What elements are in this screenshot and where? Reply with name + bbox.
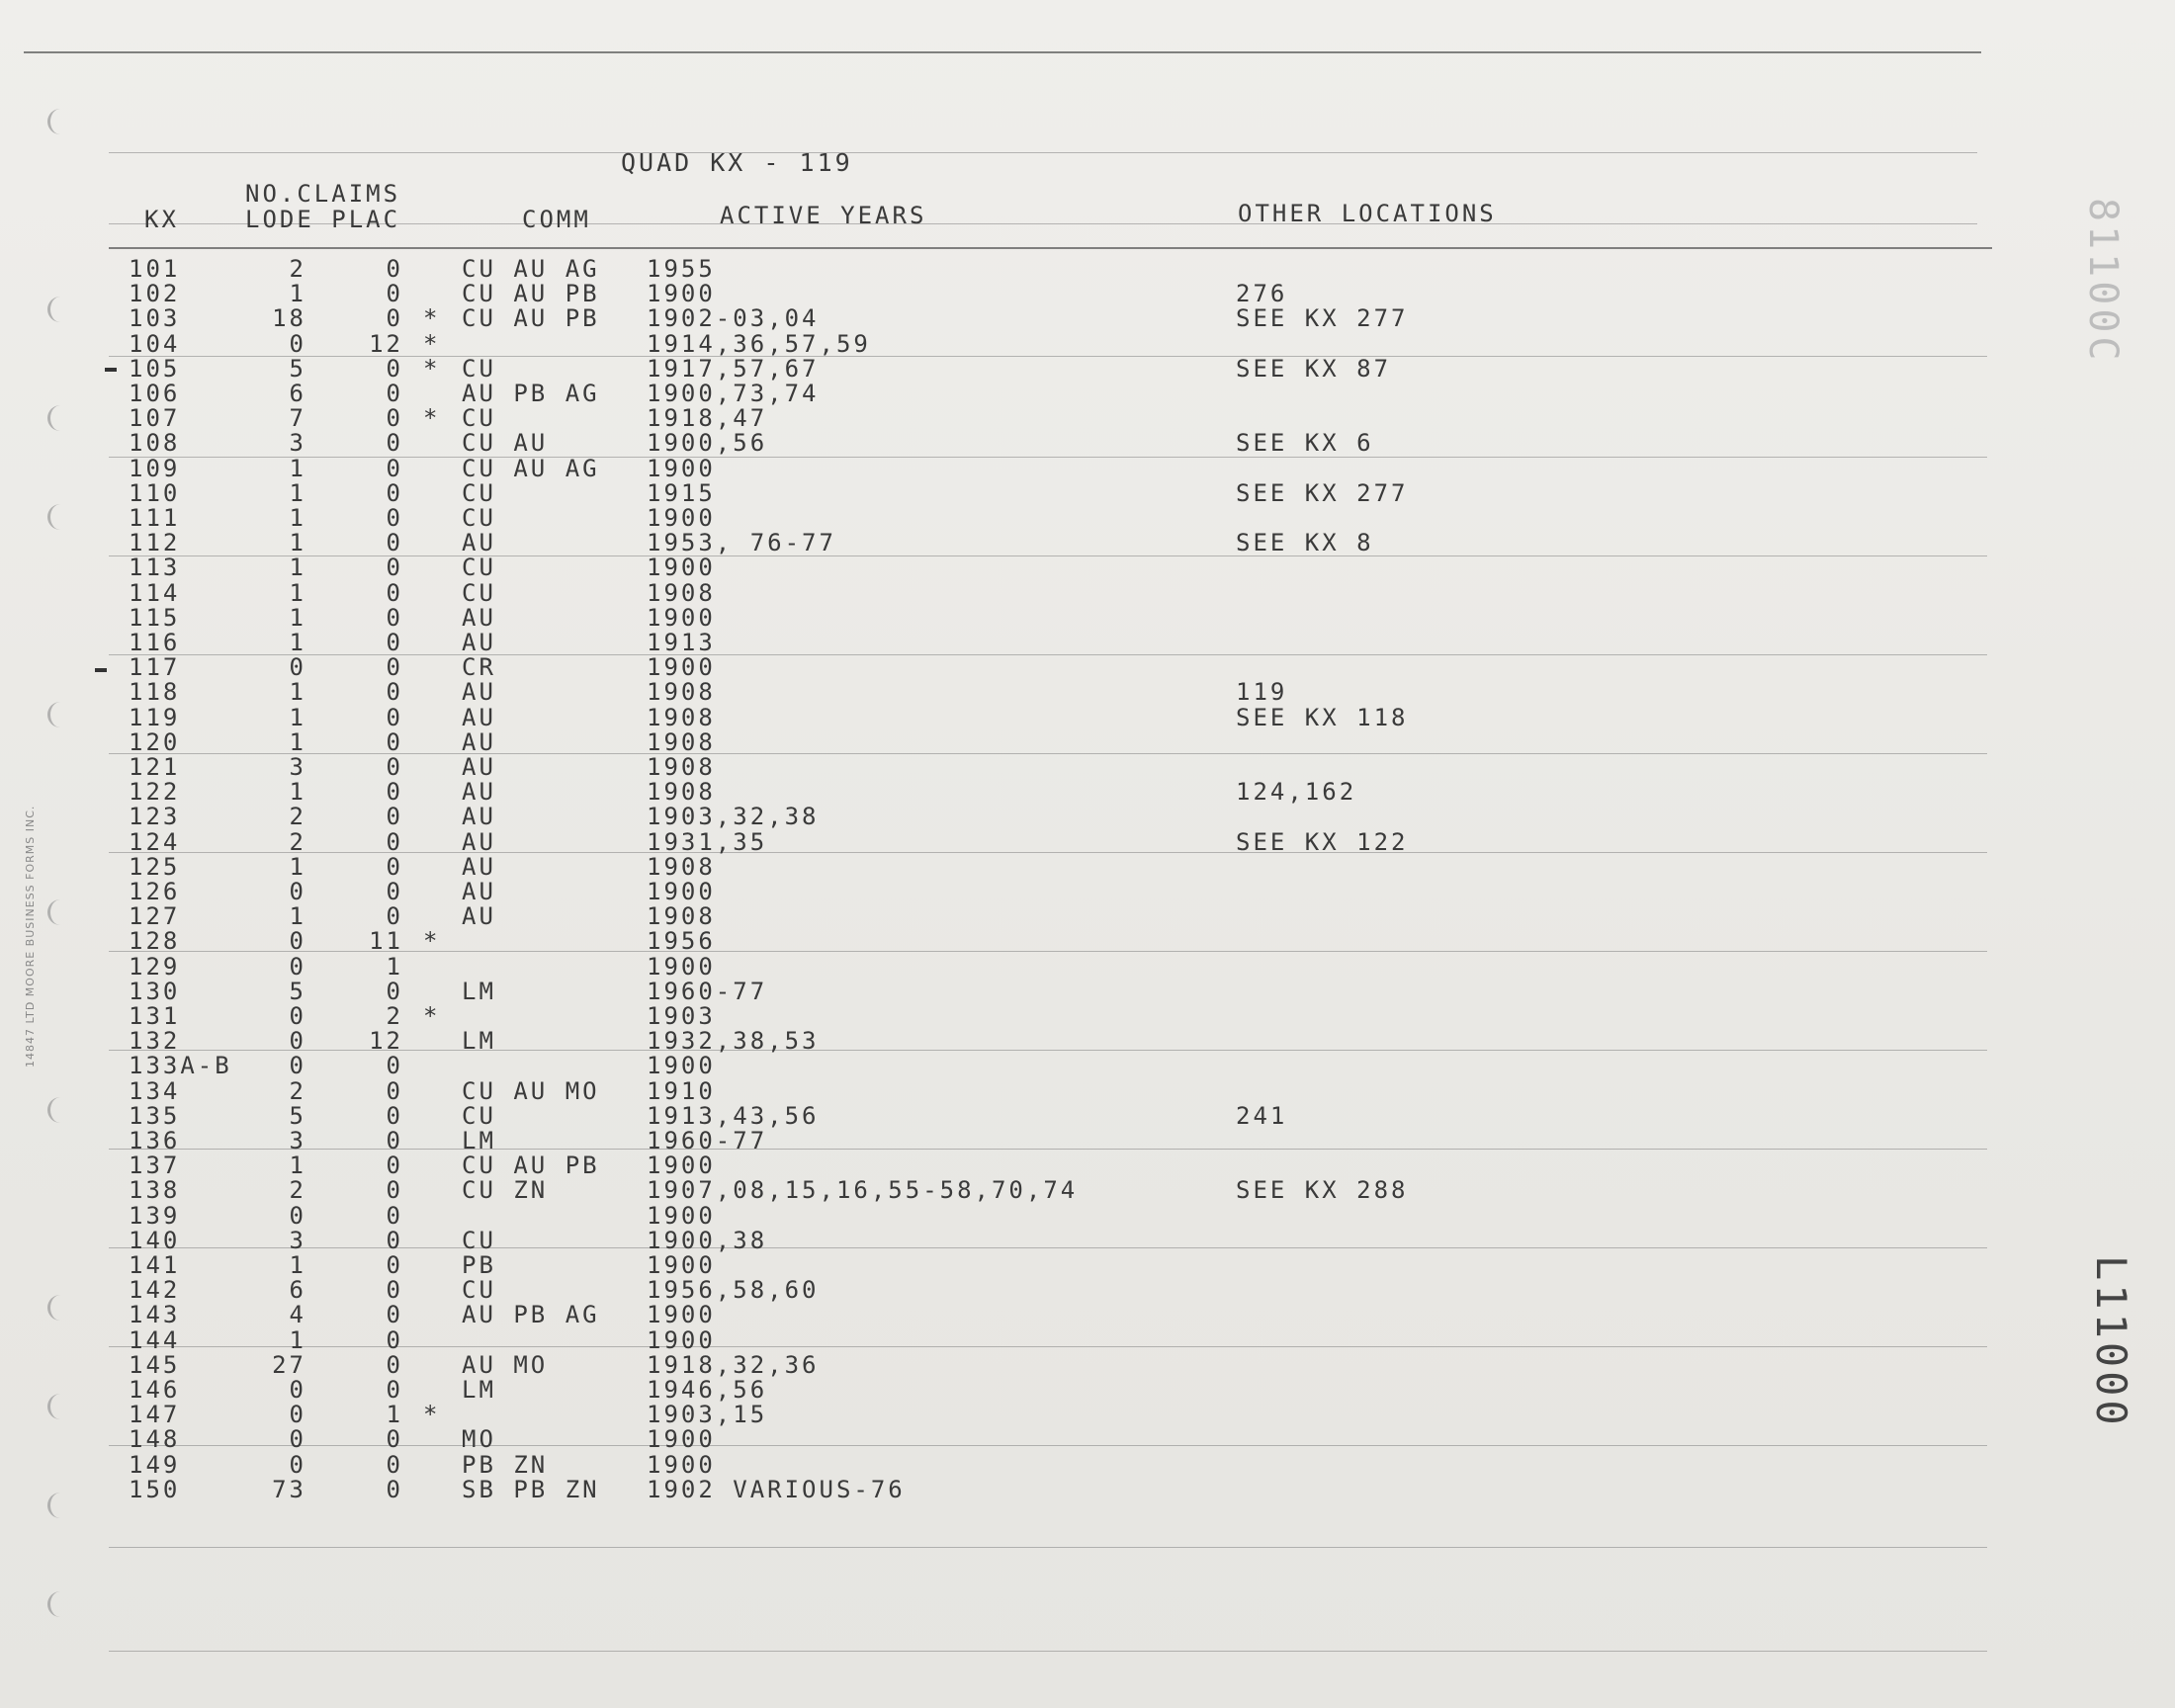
cell-plac: 0 (386, 454, 403, 482)
cell-active-years: 1900 (647, 1251, 716, 1279)
cell-active-years: 1903,32,38 (647, 803, 820, 831)
cell-active-years: 1900,73,74 (647, 380, 820, 407)
cell-kx: 129 (129, 952, 181, 981)
cell-kx: 108 (129, 429, 181, 458)
cell-commodities: PB ZN (462, 1450, 549, 1479)
cell-commodities: AU (462, 529, 496, 557)
cell-other-locations: SEE KX 118 (1236, 703, 1409, 731)
cell-commodities: AU (462, 678, 496, 707)
cell-other-locations: 119 (1236, 678, 1288, 707)
cell-lode: 1 (289, 703, 306, 731)
cell-commodities: AU (462, 803, 496, 831)
cell-flag: * (423, 1401, 441, 1429)
cell-kx: 134 (129, 1076, 181, 1105)
cell-flag: * (423, 304, 441, 333)
cell-active-years: 1908 (647, 678, 716, 707)
cell-plac: 0 (386, 878, 403, 905)
cell-kx: 107 (129, 404, 181, 433)
cell-lode: 18 (272, 304, 306, 333)
cell-kx: 121 (129, 753, 181, 781)
cell-plac: 0 (386, 629, 403, 656)
binder-hole (47, 702, 68, 727)
cell-commodities: CU (462, 578, 496, 607)
cell-active-years: 1908 (647, 578, 716, 607)
cell-plac: 0 (386, 304, 403, 333)
cell-commodities: CU AU PB (462, 304, 600, 333)
cell-kx: 124 (129, 827, 181, 856)
cell-lode: 2 (289, 255, 306, 283)
cell-lode: 1 (289, 1325, 306, 1354)
cell-lode: 3 (289, 1226, 306, 1254)
cell-lode: 1 (289, 478, 306, 507)
cell-kx: 105 (129, 354, 181, 383)
cell-commodities: AU (462, 852, 496, 881)
cell-kx: 104 (129, 329, 181, 358)
cell-lode: 1 (289, 629, 306, 656)
cell-plac: 1 (386, 952, 403, 981)
cell-lode: 6 (289, 1276, 306, 1305)
cell-kx: 117 (129, 653, 181, 682)
binder-hole (47, 1591, 68, 1617)
header-kx: KX (144, 206, 179, 233)
cell-plac: 0 (386, 1350, 403, 1379)
cell-lode: 6 (289, 380, 306, 407)
cell-kx: 149 (129, 1450, 181, 1479)
cell-active-years: 1915 (647, 478, 716, 507)
cell-plac: 0 (386, 827, 403, 856)
cell-lode: 4 (289, 1301, 306, 1329)
cell-lode: 3 (289, 753, 306, 781)
cell-kx: 150 (129, 1475, 181, 1503)
cell-plac: 0 (386, 1052, 403, 1080)
cell-commodities: CU AU AG (462, 255, 600, 283)
cell-commodities: MO (462, 1425, 496, 1454)
cell-active-years: 1902 VARIOUS-76 (647, 1475, 906, 1503)
cell-active-years: 1953, 76-77 (647, 529, 836, 557)
cell-lode: 3 (289, 1127, 306, 1154)
cell-commodities: AU PB AG (462, 380, 600, 407)
cell-active-years: 1913,43,56 (647, 1101, 820, 1130)
margin-tick-mark (105, 368, 117, 372)
cell-plac: 0 (386, 1301, 403, 1329)
cell-lode: 0 (289, 1052, 306, 1080)
cell-lode: 0 (289, 1002, 306, 1030)
cell-plac: 0 (386, 977, 403, 1005)
bottom-rule (109, 1547, 1987, 1548)
cell-lode: 0 (289, 1425, 306, 1454)
cell-plac: 0 (386, 1475, 403, 1503)
cell-kx: 142 (129, 1276, 181, 1305)
cell-kx: 115 (129, 603, 181, 632)
cell-plac: 0 (386, 703, 403, 731)
cell-active-years: 1907,08,15,16,55-58,70,74 (647, 1176, 1079, 1205)
cell-kx: 144 (129, 1325, 181, 1354)
cell-plac: 1 (386, 1401, 403, 1429)
cell-other-locations: SEE KX 277 (1236, 304, 1409, 333)
cell-kx: 131 (129, 1002, 181, 1030)
cell-lode: 5 (289, 1101, 306, 1130)
cell-lode: 1 (289, 727, 306, 756)
binder-hole (47, 297, 68, 322)
cell-commodities: CU AU PB (462, 280, 600, 308)
cell-kx: 137 (129, 1152, 181, 1180)
cell-commodities: SB PB ZN (462, 1475, 600, 1503)
cell-active-years: 1960-77 (647, 977, 768, 1005)
cell-plac: 12 (369, 1027, 403, 1056)
cell-plac: 0 (386, 727, 403, 756)
cell-commodities: CU AU MO (462, 1076, 600, 1105)
cell-active-years: 1903 (647, 1002, 716, 1030)
cell-active-years: 1903,15 (647, 1401, 768, 1429)
cell-active-years: 1956,58,60 (647, 1276, 820, 1305)
cell-commodities: AU PB AG (462, 1301, 600, 1329)
cell-plac: 0 (386, 753, 403, 781)
cell-lode: 1 (289, 603, 306, 632)
cell-commodities: AU MO (462, 1350, 549, 1379)
cell-active-years: 1960-77 (647, 1127, 768, 1154)
cell-kx: 113 (129, 554, 181, 582)
cell-other-locations: 241 (1236, 1101, 1288, 1130)
cell-kx: 136 (129, 1127, 181, 1154)
cell-other-locations: SEE KX 277 (1236, 478, 1409, 507)
cell-plac: 0 (386, 1127, 403, 1154)
cell-commodities: AU (462, 827, 496, 856)
cell-other-locations: 276 (1236, 280, 1288, 308)
cell-plac: 12 (369, 329, 403, 358)
cell-plac: 0 (386, 578, 403, 607)
cell-active-years: 1946,56 (647, 1376, 768, 1404)
cell-lode: 1 (289, 454, 306, 482)
cell-commodities: CU (462, 504, 496, 532)
cell-lode: 7 (289, 404, 306, 433)
cell-lode: 1 (289, 504, 306, 532)
cell-plac: 0 (386, 852, 403, 881)
cell-other-locations: SEE KX 87 (1236, 354, 1392, 383)
cell-kx: 101 (129, 255, 181, 283)
cell-kx: 147 (129, 1401, 181, 1429)
cell-active-years: 1900,38 (647, 1226, 768, 1254)
cell-commodities: AU (462, 753, 496, 781)
cell-lode: 0 (289, 1376, 306, 1404)
cell-other-locations: SEE KX 6 (1236, 429, 1374, 458)
cell-commodities: AU (462, 727, 496, 756)
cell-kx: 114 (129, 578, 181, 607)
header-bottom-rule (109, 247, 1992, 249)
cell-active-years: 1955 (647, 255, 716, 283)
cell-plac: 0 (386, 1376, 403, 1404)
cell-active-years: 1900 (647, 554, 716, 582)
binder-hole (47, 405, 68, 431)
cell-commodities: AU (462, 878, 496, 905)
cell-kx: 130 (129, 977, 181, 1005)
cell-active-years: 1908 (647, 852, 716, 881)
cell-active-years: 1900 (647, 952, 716, 981)
cell-plac: 0 (386, 429, 403, 458)
cell-flag: * (423, 329, 441, 358)
cell-active-years: 1931,35 (647, 827, 768, 856)
cell-kx: 139 (129, 1201, 181, 1230)
cell-plac: 0 (386, 478, 403, 507)
cell-active-years: 1900,56 (647, 429, 768, 458)
binder-hole (47, 109, 68, 134)
cell-kx: 148 (129, 1425, 181, 1454)
cell-commodities: CU (462, 478, 496, 507)
cell-lode: 2 (289, 827, 306, 856)
binder-hole (47, 1097, 68, 1123)
cell-lode: 0 (289, 1401, 306, 1429)
cell-lode: 0 (289, 653, 306, 682)
cell-kx: 143 (129, 1301, 181, 1329)
cell-active-years: 1900 (647, 454, 716, 482)
cell-active-years: 1910 (647, 1076, 716, 1105)
cell-kx: 138 (129, 1176, 181, 1205)
cell-commodities: LM (462, 1027, 496, 1056)
cell-plac: 0 (386, 1425, 403, 1454)
cell-lode: 5 (289, 977, 306, 1005)
cell-active-years: 1918,47 (647, 404, 768, 433)
cell-plac: 0 (386, 1450, 403, 1479)
cell-commodities: LM (462, 977, 496, 1005)
binder-hole (47, 1295, 68, 1321)
cell-plac: 0 (386, 1152, 403, 1180)
cell-plac: 0 (386, 603, 403, 632)
cell-kx: 122 (129, 778, 181, 807)
cell-lode: 1 (289, 578, 306, 607)
cell-active-years: 1900 (647, 1152, 716, 1180)
cell-flag: * (423, 927, 441, 956)
cell-other-locations: SEE KX 288 (1236, 1176, 1409, 1205)
cell-lode: 1 (289, 529, 306, 557)
cell-active-years: 1918,32,36 (647, 1350, 820, 1379)
cell-active-years: 1900 (647, 1052, 716, 1080)
cell-plac: 0 (386, 1276, 403, 1305)
cell-other-locations: SEE KX 122 (1236, 827, 1409, 856)
cell-kx: 106 (129, 380, 181, 407)
cell-kx: 118 (129, 678, 181, 707)
header-active-years: ACTIVE YEARS (720, 202, 927, 229)
cell-kx: 126 (129, 878, 181, 905)
cell-plac: 2 (386, 1002, 403, 1030)
cell-lode: 2 (289, 1176, 306, 1205)
cell-lode: 2 (289, 1076, 306, 1105)
cell-lode: 1 (289, 678, 306, 707)
binder-hole (47, 899, 68, 925)
cell-commodities: AU (462, 902, 496, 931)
cell-kx: 110 (129, 478, 181, 507)
cell-kx: 128 (129, 927, 181, 956)
cell-kx: 127 (129, 902, 181, 931)
cell-kx: 146 (129, 1376, 181, 1404)
header-other-locations: OTHER LOCATIONS (1238, 200, 1497, 227)
header-comm: COMM (522, 206, 591, 233)
binder-hole (47, 1493, 68, 1518)
cell-plac: 0 (386, 354, 403, 383)
cell-commodities: AU (462, 629, 496, 656)
cell-plac: 0 (386, 803, 403, 831)
cell-other-locations: 124,162 (1236, 778, 1357, 807)
cell-active-years: 1900 (647, 653, 716, 682)
cell-flag: * (423, 1002, 441, 1030)
side-code-faint: 81100C (2080, 198, 2126, 365)
cell-plac: 0 (386, 1251, 403, 1279)
cell-plac: 0 (386, 902, 403, 931)
cell-active-years: 1900 (647, 1425, 716, 1454)
cell-lode: 1 (289, 902, 306, 931)
cell-plac: 0 (386, 280, 403, 308)
cell-plac: 0 (386, 653, 403, 682)
cell-lode: 1 (289, 280, 306, 308)
cell-active-years: 1914,36,57,59 (647, 329, 871, 358)
cell-plac: 0 (386, 1201, 403, 1230)
cell-active-years: 1908 (647, 778, 716, 807)
cell-lode: 0 (289, 952, 306, 981)
cell-plac: 0 (386, 1325, 403, 1354)
cell-active-years: 1956 (647, 927, 716, 956)
cell-commodities: CU (462, 1276, 496, 1305)
cell-plac: 0 (386, 678, 403, 707)
cell-lode: 27 (272, 1350, 306, 1379)
cell-kx: 125 (129, 852, 181, 881)
cell-plac: 0 (386, 778, 403, 807)
cell-commodities: CU (462, 354, 496, 383)
cell-kx: 111 (129, 504, 181, 532)
cell-commodities: CU (462, 1226, 496, 1254)
header-lode-plac: LODE PLAC (245, 206, 401, 233)
cell-kx: 102 (129, 280, 181, 308)
cell-kx: 132 (129, 1027, 181, 1056)
cell-commodities: CU (462, 404, 496, 433)
cell-commodities: CU AU (462, 429, 549, 458)
margin-tick-mark (95, 668, 107, 672)
cell-commodities: PB (462, 1251, 496, 1279)
cell-lode: 0 (289, 927, 306, 956)
cell-lode: 0 (289, 878, 306, 905)
cell-active-years: 1913 (647, 629, 716, 656)
binder-hole (47, 504, 68, 530)
cell-flag: * (423, 354, 441, 383)
cell-active-years: 1900 (647, 280, 716, 308)
binder-hole (47, 1394, 68, 1419)
cell-active-years: 1908 (647, 902, 716, 931)
cell-plac: 0 (386, 1101, 403, 1130)
cell-active-years: 1900 (647, 1201, 716, 1230)
cell-lode: 1 (289, 554, 306, 582)
cell-lode: 5 (289, 354, 306, 383)
cell-active-years: 1900 (647, 603, 716, 632)
cell-kx: 116 (129, 629, 181, 656)
cell-active-years: 1908 (647, 703, 716, 731)
cell-lode: 73 (272, 1475, 306, 1503)
cell-active-years: 1908 (647, 727, 716, 756)
cell-plac: 11 (369, 927, 403, 956)
cell-plac: 0 (386, 255, 403, 283)
cell-active-years: 1900 (647, 1301, 716, 1329)
cell-lode: 0 (289, 1027, 306, 1056)
cell-kx: 135 (129, 1101, 181, 1130)
cell-kx: 112 (129, 529, 181, 557)
cell-commodities: CU AU PB (462, 1152, 600, 1180)
cell-kx: 109 (129, 454, 181, 482)
cell-commodities: AU (462, 703, 496, 731)
cell-plac: 0 (386, 1176, 403, 1205)
cell-commodities: LM (462, 1376, 496, 1404)
cell-lode: 1 (289, 778, 306, 807)
cell-lode: 3 (289, 429, 306, 458)
top-rule (24, 51, 1981, 53)
cell-active-years: 1917,57,67 (647, 354, 820, 383)
cell-plac: 0 (386, 529, 403, 557)
cell-kx: 145 (129, 1350, 181, 1379)
cell-commodities: CU ZN (462, 1176, 549, 1205)
cell-kx: 133A-B (129, 1052, 232, 1080)
cell-kx: 120 (129, 727, 181, 756)
cell-plac: 0 (386, 554, 403, 582)
cell-plac: 0 (386, 404, 403, 433)
cell-lode: 1 (289, 1251, 306, 1279)
cell-flag: * (423, 404, 441, 433)
cell-lode: 0 (289, 1201, 306, 1230)
margin-form-print: 14847 LTD MOORE BUSINESS FORMS INC. (24, 805, 37, 1068)
cell-plac: 0 (386, 380, 403, 407)
cell-active-years: 1900 (647, 1450, 716, 1479)
top-rule-secondary (109, 152, 1977, 153)
cell-kx: 119 (129, 703, 181, 731)
side-code: L11000 (2087, 1255, 2135, 1429)
cell-lode: 0 (289, 329, 306, 358)
cell-active-years: 1908 (647, 753, 716, 781)
cell-lode: 1 (289, 852, 306, 881)
cell-kx: 141 (129, 1251, 181, 1279)
cell-kx: 140 (129, 1226, 181, 1254)
cell-commodities: CU AU AG (462, 454, 600, 482)
cell-active-years: 1902-03,04 (647, 304, 820, 333)
header-no-claims: NO.CLAIMS (245, 180, 401, 208)
cell-active-years: 1900 (647, 878, 716, 905)
cell-active-years: 1932,38,53 (647, 1027, 820, 1056)
cell-active-years: 1900 (647, 1325, 716, 1354)
page-title: QUAD KX - 119 (621, 148, 853, 177)
cell-lode: 2 (289, 803, 306, 831)
bottom-rule (109, 1651, 1987, 1652)
cell-plac: 0 (386, 1076, 403, 1105)
cell-commodities: CR (462, 653, 496, 682)
cell-active-years: 1900 (647, 504, 716, 532)
cell-plac: 0 (386, 504, 403, 532)
cell-other-locations: SEE KX 8 (1236, 529, 1374, 557)
cell-kx: 123 (129, 803, 181, 831)
cell-commodities: CU (462, 554, 496, 582)
cell-plac: 0 (386, 1226, 403, 1254)
cell-kx: 103 (129, 304, 181, 333)
cell-lode: 0 (289, 1450, 306, 1479)
cell-commodities: CU (462, 1101, 496, 1130)
cell-commodities: AU (462, 778, 496, 807)
cell-lode: 1 (289, 1152, 306, 1180)
cell-commodities: AU (462, 603, 496, 632)
cell-commodities: LM (462, 1127, 496, 1154)
